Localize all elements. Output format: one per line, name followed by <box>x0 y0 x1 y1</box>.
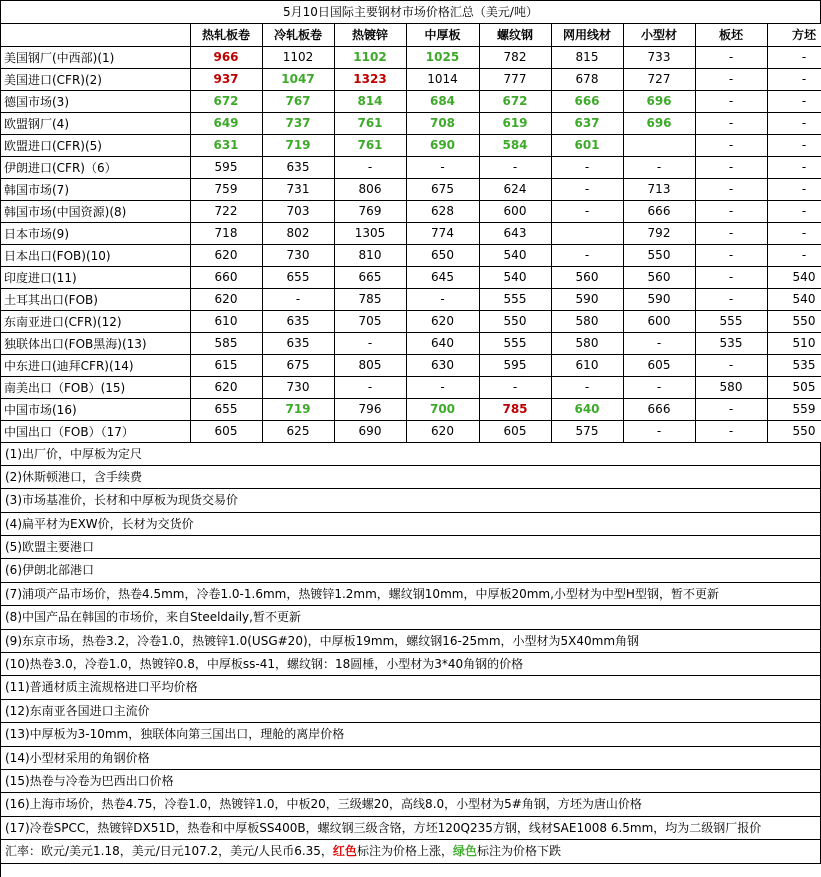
footnote: (6)伊朗北部港口 <box>1 559 821 582</box>
price-cell: 1305 <box>334 222 406 244</box>
price-cell: - <box>767 134 821 156</box>
price-cell: 672 <box>479 90 551 112</box>
market-name: 美国进口(CFR)(2) <box>1 68 190 90</box>
price-cell: - <box>479 376 551 398</box>
price-cell: - <box>623 376 695 398</box>
price-cell: 624 <box>479 178 551 200</box>
column-header: 方坯 <box>767 24 821 46</box>
market-name: 中国市场(16) <box>1 398 190 420</box>
table-row <box>1 200 821 222</box>
price-cell: 696 <box>623 112 695 134</box>
footnote: (7)浦项产品市场价，热卷4.5mm，冷卷1.0-1.6mm，热镀锌1.2mm，螺纹钢10mm，中厚板20mm,小型材为中型H型钢，暂不更新 <box>1 583 821 606</box>
price-cell: 575 <box>551 420 623 442</box>
price-cell: - <box>695 134 767 156</box>
market-name: 南美出口（FOB）(15) <box>1 376 190 398</box>
price-cell: 785 <box>479 398 551 420</box>
price-cell: 620 <box>190 288 262 310</box>
price-cell: 666 <box>623 398 695 420</box>
price-cell: 560 <box>551 266 623 288</box>
market-name: 土耳其出口(FOB) <box>1 288 190 310</box>
market-name: 印度进口(11) <box>1 266 190 288</box>
price-cell: 600 <box>623 310 695 332</box>
price-cell: 600 <box>479 200 551 222</box>
table-row <box>1 222 821 244</box>
price-cell: - <box>695 244 767 266</box>
footnote: (1)出厂价，中厚板为定尺 <box>1 443 821 466</box>
price-cell: 650 <box>406 244 479 266</box>
table-row <box>1 46 821 68</box>
price-cell: 1047 <box>262 68 334 90</box>
price-cell: - <box>695 112 767 134</box>
price-cell: 510 <box>767 332 821 354</box>
price-cell: 769 <box>334 200 406 222</box>
price-cell: - <box>767 90 821 112</box>
green-legend-word: 绿色 <box>452 844 477 859</box>
price-cell: 620 <box>190 376 262 398</box>
price-cell: - <box>767 156 821 178</box>
price-cell: 619 <box>479 112 551 134</box>
price-cell: 555 <box>479 332 551 354</box>
price-cell: 966 <box>190 46 262 68</box>
price-cell: 590 <box>623 288 695 310</box>
price-cell: 550 <box>767 420 821 442</box>
price-cell: 782 <box>479 46 551 68</box>
price-cell: 590 <box>551 288 623 310</box>
price-cell: 810 <box>334 244 406 266</box>
header-row <box>1 24 821 46</box>
price-cell: - <box>551 376 623 398</box>
footnote: (13)中厚板为3-10mm，独联体向第三国出口，理舱的离岸价格 <box>1 723 821 746</box>
price-cell: - <box>406 376 479 398</box>
price-cell: 731 <box>262 178 334 200</box>
footnote: (12)东南亚各国进口主流价 <box>1 700 821 723</box>
price-cell: 666 <box>623 200 695 222</box>
price-cell: 550 <box>479 310 551 332</box>
table-row <box>1 310 821 332</box>
price-cell: 727 <box>623 68 695 90</box>
price-cell: - <box>406 288 479 310</box>
market-name: 东南亚进口(CFR)(12) <box>1 310 190 332</box>
table-row <box>1 398 821 420</box>
price-cell: 620 <box>190 244 262 266</box>
market-name: 中国出口（FOB）（17） <box>1 420 190 442</box>
column-header: 热镀锌 <box>334 24 406 46</box>
footnote: (14)小型材采用的角钢价格 <box>1 747 821 770</box>
price-cell: - <box>334 332 406 354</box>
red-legend-word: 红色 <box>332 844 357 859</box>
price-cell: - <box>551 178 623 200</box>
price-cell: 665 <box>334 266 406 288</box>
market-name: 独联体出口(FOB黑海)(13) <box>1 332 190 354</box>
market-name: 日本出口(FOB)(10) <box>1 244 190 266</box>
price-cell: 580 <box>551 310 623 332</box>
table-row <box>1 420 821 442</box>
price-cell: 713 <box>623 178 695 200</box>
price-cell: 649 <box>190 112 262 134</box>
price-cell: - <box>623 332 695 354</box>
price-cell: 700 <box>406 398 479 420</box>
column-header: 螺纹钢 <box>479 24 551 46</box>
footnote: (8)中国产品在韩国的市场价，来自Steeldaily,暂不更新 <box>1 606 821 629</box>
market-name: 伊朗进口(CFR)（6） <box>1 156 190 178</box>
price-cell: 737 <box>262 112 334 134</box>
price-cell: - <box>695 46 767 68</box>
price-cell: - <box>695 68 767 90</box>
price-cell: 643 <box>479 222 551 244</box>
price-cell: 628 <box>406 200 479 222</box>
price-cell: 1014 <box>406 68 479 90</box>
market-name: 欧盟钢厂(4) <box>1 112 190 134</box>
price-cell: - <box>695 222 767 244</box>
table-row <box>1 376 821 398</box>
footnote: (5)欧盟主要港口 <box>1 536 821 559</box>
price-cell: 1025 <box>406 46 479 68</box>
table-row <box>1 266 821 288</box>
table-row <box>1 354 821 376</box>
price-cell: - <box>334 376 406 398</box>
price-cell: - <box>479 156 551 178</box>
price-cell: 637 <box>551 112 623 134</box>
price-cell: 705 <box>334 310 406 332</box>
price-cell: 785 <box>334 288 406 310</box>
price-cell: 1102 <box>262 46 334 68</box>
price-cell: 505 <box>767 376 821 398</box>
price-cell: 631 <box>190 134 262 156</box>
price-cell: 730 <box>262 376 334 398</box>
price-cell: 615 <box>190 354 262 376</box>
price-cell: 540 <box>767 288 821 310</box>
footnote: (2)休斯顿港口，含手续费 <box>1 466 821 489</box>
price-cell: - <box>406 156 479 178</box>
price-cell: 535 <box>695 332 767 354</box>
price-cell: - <box>767 178 821 200</box>
price-cell: - <box>551 156 623 178</box>
footnote: (17)冷卷SPCC，热镀锌DX51D，热卷和中厚板SS400B，螺纹钢三级含铬，方坯120Q235方钢，线材SAE1008 6.5mm，均为二级钢厂报价 <box>1 817 821 840</box>
price-cell: - <box>334 156 406 178</box>
price-cell: 584 <box>479 134 551 156</box>
table-row <box>1 178 821 200</box>
price-cell: 678 <box>551 68 623 90</box>
column-header <box>1 24 190 46</box>
price-cell: 550 <box>767 310 821 332</box>
market-name: 韩国市场(7) <box>1 178 190 200</box>
legend-middle: 标注为价格上涨， <box>356 844 453 859</box>
price-cell: 550 <box>623 244 695 266</box>
price-cell: - <box>623 420 695 442</box>
price-cell: 761 <box>334 112 406 134</box>
price-cell: 560 <box>623 266 695 288</box>
price-cell: 540 <box>479 266 551 288</box>
price-cell: 595 <box>479 354 551 376</box>
price-cell: 796 <box>334 398 406 420</box>
price-cell: 660 <box>190 266 262 288</box>
price-cell: 1323 <box>334 68 406 90</box>
price-cell: - <box>262 288 334 310</box>
price-cell: 605 <box>190 420 262 442</box>
price-cell: 690 <box>334 420 406 442</box>
market-name: 日本市场(9) <box>1 222 190 244</box>
market-name: 美国钢厂(中西部)(1) <box>1 46 190 68</box>
price-cell: 730 <box>262 244 334 266</box>
price-cell: 792 <box>623 222 695 244</box>
price-cell: 559 <box>767 398 821 420</box>
price-cell: 645 <box>406 266 479 288</box>
price-cell: 620 <box>406 420 479 442</box>
price-cell: 535 <box>767 354 821 376</box>
table-row <box>1 68 821 90</box>
price-cell: 759 <box>190 178 262 200</box>
price-cell: 635 <box>262 332 334 354</box>
price-cell: 655 <box>262 266 334 288</box>
price-cell <box>551 222 623 244</box>
market-name: 中东进口(迪拜CFR)(14) <box>1 354 190 376</box>
column-header: 中厚板 <box>406 24 479 46</box>
price-cell: 703 <box>262 200 334 222</box>
price-cell: 666 <box>551 90 623 112</box>
price-cell: 601 <box>551 134 623 156</box>
price-cell: 684 <box>406 90 479 112</box>
price-cell: - <box>767 68 821 90</box>
price-cell: - <box>695 178 767 200</box>
price-cell: 635 <box>262 310 334 332</box>
price-cell: - <box>551 200 623 222</box>
price-cell: - <box>767 244 821 266</box>
price-cell: 540 <box>767 266 821 288</box>
price-cell: 805 <box>334 354 406 376</box>
price-cell: 580 <box>695 376 767 398</box>
price-cell: 605 <box>623 354 695 376</box>
price-cell: 675 <box>262 354 334 376</box>
market-name: 德国市场(3) <box>1 90 190 112</box>
price-cell: 555 <box>479 288 551 310</box>
price-cell: - <box>695 288 767 310</box>
price-table <box>1 24 821 443</box>
price-cell: 595 <box>190 156 262 178</box>
table-row <box>1 112 821 134</box>
table-row <box>1 156 821 178</box>
price-cell: 610 <box>551 354 623 376</box>
price-cell: 767 <box>262 90 334 112</box>
footnote: (16)上海市场价，热卷4.75，冷卷1.0，热镀锌1.0，中板20，三级螺20，高线8.0，小型材为5#角钢，方坯为唐山价格 <box>1 793 821 816</box>
price-cell: 690 <box>406 134 479 156</box>
price-cell: 672 <box>190 90 262 112</box>
table-row <box>1 134 821 156</box>
price-cell: - <box>695 200 767 222</box>
price-cell: 585 <box>190 332 262 354</box>
price-cell: 620 <box>406 310 479 332</box>
price-cell: - <box>695 398 767 420</box>
column-header: 冷轧板卷 <box>262 24 334 46</box>
price-cell: 696 <box>623 90 695 112</box>
price-cell: - <box>695 90 767 112</box>
footnote: (9)东京市场，热卷3.2，冷卷1.0，热镀锌1.0(USG#20)，中厚板19mm，螺纹钢16-25mm，小型材为5X40mm角钢 <box>1 630 821 653</box>
market-name: 欧盟进口(CFR)(5) <box>1 134 190 156</box>
price-cell: 814 <box>334 90 406 112</box>
price-cell: 733 <box>623 46 695 68</box>
footnote: (3)市场基准价，长材和中厚板为现货交易价 <box>1 489 821 512</box>
footnote: (4)扁平材为EXW价，长材为交货价 <box>1 513 821 536</box>
price-cell: - <box>623 156 695 178</box>
price-cell: 640 <box>406 332 479 354</box>
column-header: 热轧板卷 <box>190 24 262 46</box>
price-cell: 722 <box>190 200 262 222</box>
price-cell: 777 <box>479 68 551 90</box>
exchange-rates: 汇率：欧元/美元1.18，美元/日元107.2，美元/人民币6.35， <box>5 844 333 859</box>
footnote: (10)热卷3.0，冷卷1.0，热镀锌0.8，中厚板ss-41，螺纹钢：18圆棰，小型材为3*40角钢的价格 <box>1 653 821 676</box>
legend-suffix: 标注为价格下跌 <box>476 844 561 859</box>
price-cell: 630 <box>406 354 479 376</box>
price-cell: 937 <box>190 68 262 90</box>
price-cell: 610 <box>190 310 262 332</box>
price-cell: - <box>767 200 821 222</box>
price-cell: 555 <box>695 310 767 332</box>
price-cell: 718 <box>190 222 262 244</box>
price-cell: - <box>695 354 767 376</box>
price-cell: - <box>767 112 821 134</box>
price-cell: 761 <box>334 134 406 156</box>
table-row <box>1 244 821 266</box>
footnote: (11)普通材质主流规格进口平均价格 <box>1 676 821 699</box>
table-row <box>1 332 821 354</box>
price-cell: 655 <box>190 398 262 420</box>
price-cell: - <box>767 222 821 244</box>
table-row <box>1 288 821 310</box>
price-cell: 719 <box>262 398 334 420</box>
price-cell: - <box>695 420 767 442</box>
price-cell: - <box>767 46 821 68</box>
sheet-title: 5月10日国际主要钢材市场价格汇总（美元/吨） <box>1 1 821 24</box>
notes-section <box>1 443 821 841</box>
footer-legend <box>1 840 821 863</box>
price-cell: 774 <box>406 222 479 244</box>
price-cell: - <box>551 244 623 266</box>
column-header: 网用线材 <box>551 24 623 46</box>
table-row <box>1 90 821 112</box>
price-cell: - <box>695 156 767 178</box>
price-cell: 675 <box>406 178 479 200</box>
price-cell: 540 <box>479 244 551 266</box>
price-cell: 635 <box>262 156 334 178</box>
price-cell: 708 <box>406 112 479 134</box>
price-cell: 719 <box>262 134 334 156</box>
price-cell: 625 <box>262 420 334 442</box>
price-cell: 802 <box>262 222 334 244</box>
price-cell: 580 <box>551 332 623 354</box>
price-cell: 605 <box>479 420 551 442</box>
price-cell: 815 <box>551 46 623 68</box>
market-name: 韩国市场(中国资源)(8) <box>1 200 190 222</box>
column-header: 小型材 <box>623 24 695 46</box>
column-header: 板坯 <box>695 24 767 46</box>
table-body <box>1 24 821 442</box>
footnote: (15)热卷与冷卷为巴西出口价格 <box>1 770 821 793</box>
price-cell: 640 <box>551 398 623 420</box>
price-cell: - <box>695 266 767 288</box>
price-cell: 806 <box>334 178 406 200</box>
price-cell: 1102 <box>334 46 406 68</box>
price-cell <box>623 134 695 156</box>
